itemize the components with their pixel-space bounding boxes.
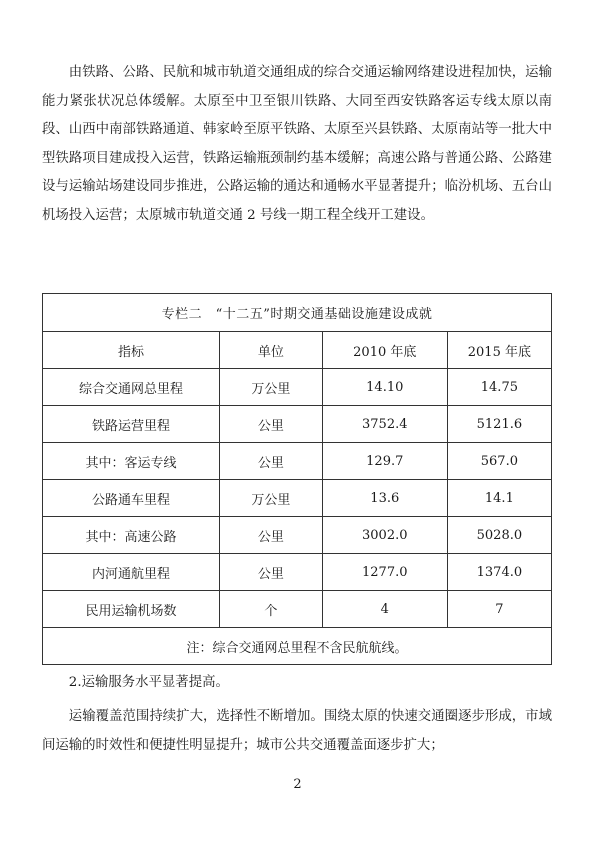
row-indicator: 其中：客运专线	[43, 443, 220, 480]
table-row	[43, 480, 552, 517]
row-value-2010: 1277.0	[322, 554, 447, 591]
section-heading: 2.运输服务水平显著提高。	[68, 675, 229, 690]
table-note: 注：综合交通网总里程不含民航航线。	[43, 628, 552, 665]
header-2010: 2010 年底	[322, 332, 447, 369]
infrastructure-table	[42, 293, 552, 665]
row-indicator: 内河通航里程	[43, 554, 220, 591]
row-value-2015: 7	[447, 591, 551, 628]
row-indicator: 铁路运营里程	[43, 406, 220, 443]
row-value-2015: 5028.0	[447, 517, 551, 554]
row-indicator: 公路通车里程	[43, 480, 220, 517]
row-value-2015: 1374.0	[447, 554, 551, 591]
table-header-row	[43, 332, 552, 369]
header-unit: 单位	[219, 332, 322, 369]
header-indicator: 指标	[43, 332, 220, 369]
row-unit: 个	[219, 591, 322, 628]
row-value-2010: 129.7	[322, 443, 447, 480]
row-value-2010: 14.10	[322, 369, 447, 406]
row-indicator: 综合交通网总里程	[43, 369, 220, 406]
row-value-2015: 14.1	[447, 480, 551, 517]
table-caption: 专栏二 “十二五”时期交通基础设施建设成就	[43, 294, 552, 332]
row-indicator: 其中：高速公路	[43, 517, 220, 554]
row-value-2010: 4	[322, 591, 447, 628]
row-unit: 万公里	[219, 369, 322, 406]
table-row	[43, 591, 552, 628]
row-indicator: 民用运输机场数	[43, 591, 220, 628]
row-unit: 公里	[219, 443, 322, 480]
table-note-row	[43, 628, 552, 665]
row-unit: 公里	[219, 406, 322, 443]
table-row	[43, 554, 552, 591]
row-value-2015: 567.0	[447, 443, 551, 480]
header-2015: 2015 年底	[447, 332, 551, 369]
row-unit: 万公里	[219, 480, 322, 517]
intro-paragraph: 由铁路、公路、民航和城市轨道交通组成的综合交通运输网络建设进程加快，运输能力紧张状况总体缓解。太原至中卫至银川铁路、大同至西安铁路客运专线太原以南段、山西中南部铁路通道、韩家岭至原平铁路、太原至兴县铁路、太原南站等一批大中型铁路项目建成投入运营，铁路运输瓶颈制约基本缓解；高速公路与普通公路、公路建设与运输站场建设同步推进，公路运输的通达和通畅水平显著提升；临汾机场、五台山机场投入运营；太原城市轨道交通 2 号线一期工程全线开工建设。	[42, 65, 552, 223]
row-unit: 公里	[219, 554, 322, 591]
page-number: 2	[293, 777, 302, 792]
row-value-2010: 3002.0	[322, 517, 447, 554]
row-value-2010: 13.6	[322, 480, 447, 517]
row-unit: 公里	[219, 517, 322, 554]
second-paragraph: 运输覆盖范围持续扩大，选择性不断增加。围绕太原的快速交通圈逐步形成，市域间运输的时效性和便捷性明显提升；城市公共交通覆盖面逐步扩大；	[42, 709, 552, 753]
row-value-2015: 5121.6	[447, 406, 551, 443]
table-row	[43, 443, 552, 480]
table-row	[43, 369, 552, 406]
row-value-2015: 14.75	[447, 369, 551, 406]
table-caption-row	[43, 294, 552, 332]
table-row	[43, 517, 552, 554]
table-row	[43, 406, 552, 443]
row-value-2010: 3752.4	[322, 406, 447, 443]
